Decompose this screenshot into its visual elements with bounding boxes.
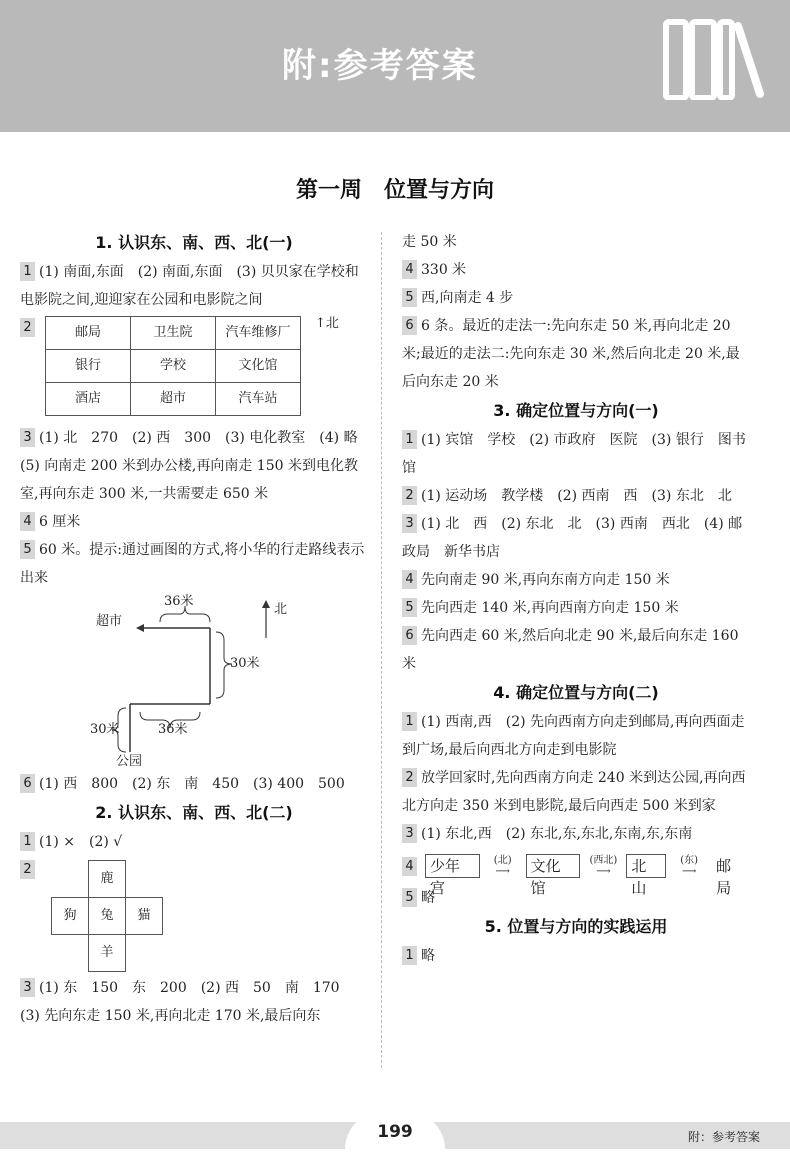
distance-label: 36米 xyxy=(158,722,188,737)
table-cell: 邮局 xyxy=(46,317,131,350)
s4-q5 xyxy=(402,884,750,912)
answer-text: (1) 北 西 (2) 东北 北 (3) 西南 西北 (4) 邮政局 新华书店 xyxy=(402,516,743,560)
header-banner xyxy=(0,0,790,132)
answer-text: (1) 运动场 教学楼 (2) 西南 西 (3) 东北 北 xyxy=(421,488,732,504)
question-number: 4 xyxy=(402,570,417,589)
market-label: 超市 xyxy=(96,614,123,629)
arrow-label: (东) xyxy=(680,855,699,866)
question-number: 1 xyxy=(402,430,417,449)
question-number: 6 xyxy=(20,774,35,793)
s1-q4 xyxy=(20,508,368,536)
question-number: 3 xyxy=(402,514,417,533)
cross-cell: 兔 xyxy=(89,898,126,935)
week-title: 第一周 位置与方向 xyxy=(295,178,494,203)
answer-text: (1) 西南,西 (2) 先向西南方向走到邮局,再向西面走到广场,最后向西北方向走到电影院 xyxy=(402,714,745,758)
flow-arrow xyxy=(584,855,622,877)
s1-q5 xyxy=(20,536,368,592)
table-cell: 文化馆 xyxy=(216,350,301,383)
question-number: 1 xyxy=(20,262,35,281)
distance-label: 30米 xyxy=(90,722,120,737)
s2-q4 xyxy=(402,256,750,284)
flow-node: 文化馆 xyxy=(526,854,581,878)
section-1-title: 1. 认识东、南、西、北(一) xyxy=(95,233,293,252)
answer-text: (1) 西 800 (2) 东 南 450 (3) 400 500 xyxy=(39,776,345,792)
section-2-title: 2. 认识东、南、西、北(二) xyxy=(95,803,293,822)
book-logo-icon xyxy=(662,14,772,100)
arrow-glyph: ⟶ xyxy=(596,866,611,877)
question-number: 5 xyxy=(402,598,417,617)
answer-text: 先向南走 90 米,再向东南方向走 150 米 xyxy=(421,572,670,588)
question-number: 2 xyxy=(20,860,35,879)
section-4-title: 4. 确定位置与方向(二) xyxy=(493,683,659,702)
table-cell: 汽车维修厂 xyxy=(216,317,301,350)
question-number: 4 xyxy=(402,857,417,876)
answer-text: 6 厘米 xyxy=(39,514,81,530)
answer-text: 略 xyxy=(421,948,435,964)
page-number: 199 xyxy=(345,1112,445,1149)
question-number: 2 xyxy=(20,318,35,337)
s2-q5 xyxy=(402,284,750,312)
banner-title: 附:参考答案 xyxy=(282,46,478,86)
arrow-label: (西北) xyxy=(589,855,618,866)
question-number: 6 xyxy=(402,316,417,335)
question-number: 5 xyxy=(402,888,417,907)
s3-q5 xyxy=(402,594,750,622)
flow-arrow xyxy=(670,855,708,877)
flow-arrow xyxy=(484,855,522,877)
north-indicator: ↑北 xyxy=(315,316,339,331)
answer-text: (1) 东 150 东 200 (2) 西 50 南 170 (3) 先向东走 150 米,再向北走 170 米,最后向东 xyxy=(20,980,354,1024)
cross-cell: 狗 xyxy=(52,898,89,935)
s1-q6 xyxy=(20,770,368,798)
answer-text: 略 xyxy=(421,890,435,906)
s3-q4 xyxy=(402,566,750,594)
answer-text: 60 米。提示:通过画图的方式,将小华的行走路线表示出来 xyxy=(20,542,365,586)
park-label: 公园 xyxy=(116,754,143,769)
distance-label: 30米 xyxy=(230,656,260,671)
question-number: 3 xyxy=(20,428,35,447)
question-number: 1 xyxy=(20,832,35,851)
table-cell: 酒店 xyxy=(46,383,131,416)
flow-node: 邮局 xyxy=(716,857,732,897)
answer-text: 先向西走 140 米,再向西南方向走 150 米 xyxy=(421,600,679,616)
section-3-title: 3. 确定位置与方向(一) xyxy=(493,401,659,420)
s2-q6 xyxy=(402,312,750,396)
s3-q6 xyxy=(402,622,750,678)
animal-cross xyxy=(51,860,163,972)
question-number: 1 xyxy=(402,946,417,965)
question-number: 4 xyxy=(402,260,417,279)
answer-text: (1) 宾馆 学校 (2) 市政府 医院 (3) 银行 图书馆 xyxy=(402,432,746,476)
s1-q2 xyxy=(20,314,368,416)
answer-text: 先向西走 60 米,然后向北走 90 米,最后向东走 160 米 xyxy=(402,628,739,672)
column-divider xyxy=(381,232,382,1068)
cross-cell: 鹿 xyxy=(89,861,126,898)
s2-q2 xyxy=(20,856,368,974)
right-column xyxy=(402,228,750,970)
s4-q1 xyxy=(402,708,750,764)
continued-text: 走 50 米 xyxy=(402,234,457,250)
table-cell: 卫生院 xyxy=(131,317,216,350)
s4-q4 xyxy=(402,848,750,897)
arrow-glyph: ⟶ xyxy=(495,866,510,877)
left-column xyxy=(20,228,372,1030)
question-number: 1 xyxy=(402,712,417,731)
north-label: 北 xyxy=(325,316,339,331)
route-lines xyxy=(20,592,368,770)
north-label: 北 xyxy=(274,602,288,617)
s4-q2 xyxy=(402,764,750,820)
cross-cell: 羊 xyxy=(89,935,126,972)
answer-text: (1) 东北,西 (2) 东北,东,东北,东南,东,东南 xyxy=(421,826,693,842)
answer-text: 放学回家时,先向西南方向走 240 米到达公园,再向西北方向走 350 米到电影院,最后向西走 500 米到家 xyxy=(402,770,746,814)
flow-node: 少年宫 xyxy=(425,854,480,878)
question-number: 4 xyxy=(20,512,35,531)
question-number: 2 xyxy=(402,486,417,505)
s3-q1 xyxy=(402,426,750,482)
table-cell: 银行 xyxy=(46,350,131,383)
direction-table xyxy=(45,316,301,416)
question-number: 3 xyxy=(20,978,35,997)
cross-cell: 猫 xyxy=(126,898,163,935)
arrow-label: (北) xyxy=(493,855,512,866)
answer-text: (1) 北 270 (2) 西 300 (3) 电化教室 (4) 略 (5) 向南走 200 米到办公楼,再向南走 150 米到电化教室,再向东走 300 米,一共需要走 650 米 xyxy=(20,430,372,502)
answer-text: 330 米 xyxy=(421,262,467,278)
s2-q3 xyxy=(20,974,368,1030)
s2-q1 xyxy=(20,828,368,856)
question-number: 5 xyxy=(20,540,35,559)
question-number: 2 xyxy=(402,768,417,787)
section-5-title: 5. 位置与方向的实践运用 xyxy=(484,917,668,936)
s3-q3 xyxy=(402,510,750,566)
flow-node: 北山 xyxy=(626,854,666,878)
s4-q3 xyxy=(402,820,750,848)
answer-text: (1) 南面,东面 (2) 南面,东面 (3) 贝贝家在学校和电影院之间,迎迎家在公园和电影院之间 xyxy=(20,264,359,308)
table-cell: 超市 xyxy=(131,383,216,416)
table-cell: 学校 xyxy=(131,350,216,383)
distance-label: 36米 xyxy=(164,594,194,609)
table-cell: 汽车站 xyxy=(216,383,301,416)
footer-label: 附：参考答案 xyxy=(687,1130,760,1144)
question-number: 5 xyxy=(402,288,417,307)
question-number: 6 xyxy=(402,626,417,645)
answer-text: 6 条。最近的走法一:先向东走 50 米,再向北走 20 米;最近的走法二:先向东走 30 米,然后向北走 20 米,最后向东走 20 米 xyxy=(402,318,740,390)
s3-q2 xyxy=(402,482,750,510)
s5-q1 xyxy=(402,942,750,970)
s1-q3 xyxy=(20,424,372,508)
answer-text: 西,向南走 4 步 xyxy=(421,290,514,306)
route-diagram xyxy=(20,592,368,770)
question-number: 3 xyxy=(402,824,417,843)
s1-q1 xyxy=(20,258,368,314)
arrow-glyph: ⟶ xyxy=(682,866,697,877)
answer-text: (1) × (2) √ xyxy=(39,834,123,850)
banner-decor xyxy=(16,20,31,41)
